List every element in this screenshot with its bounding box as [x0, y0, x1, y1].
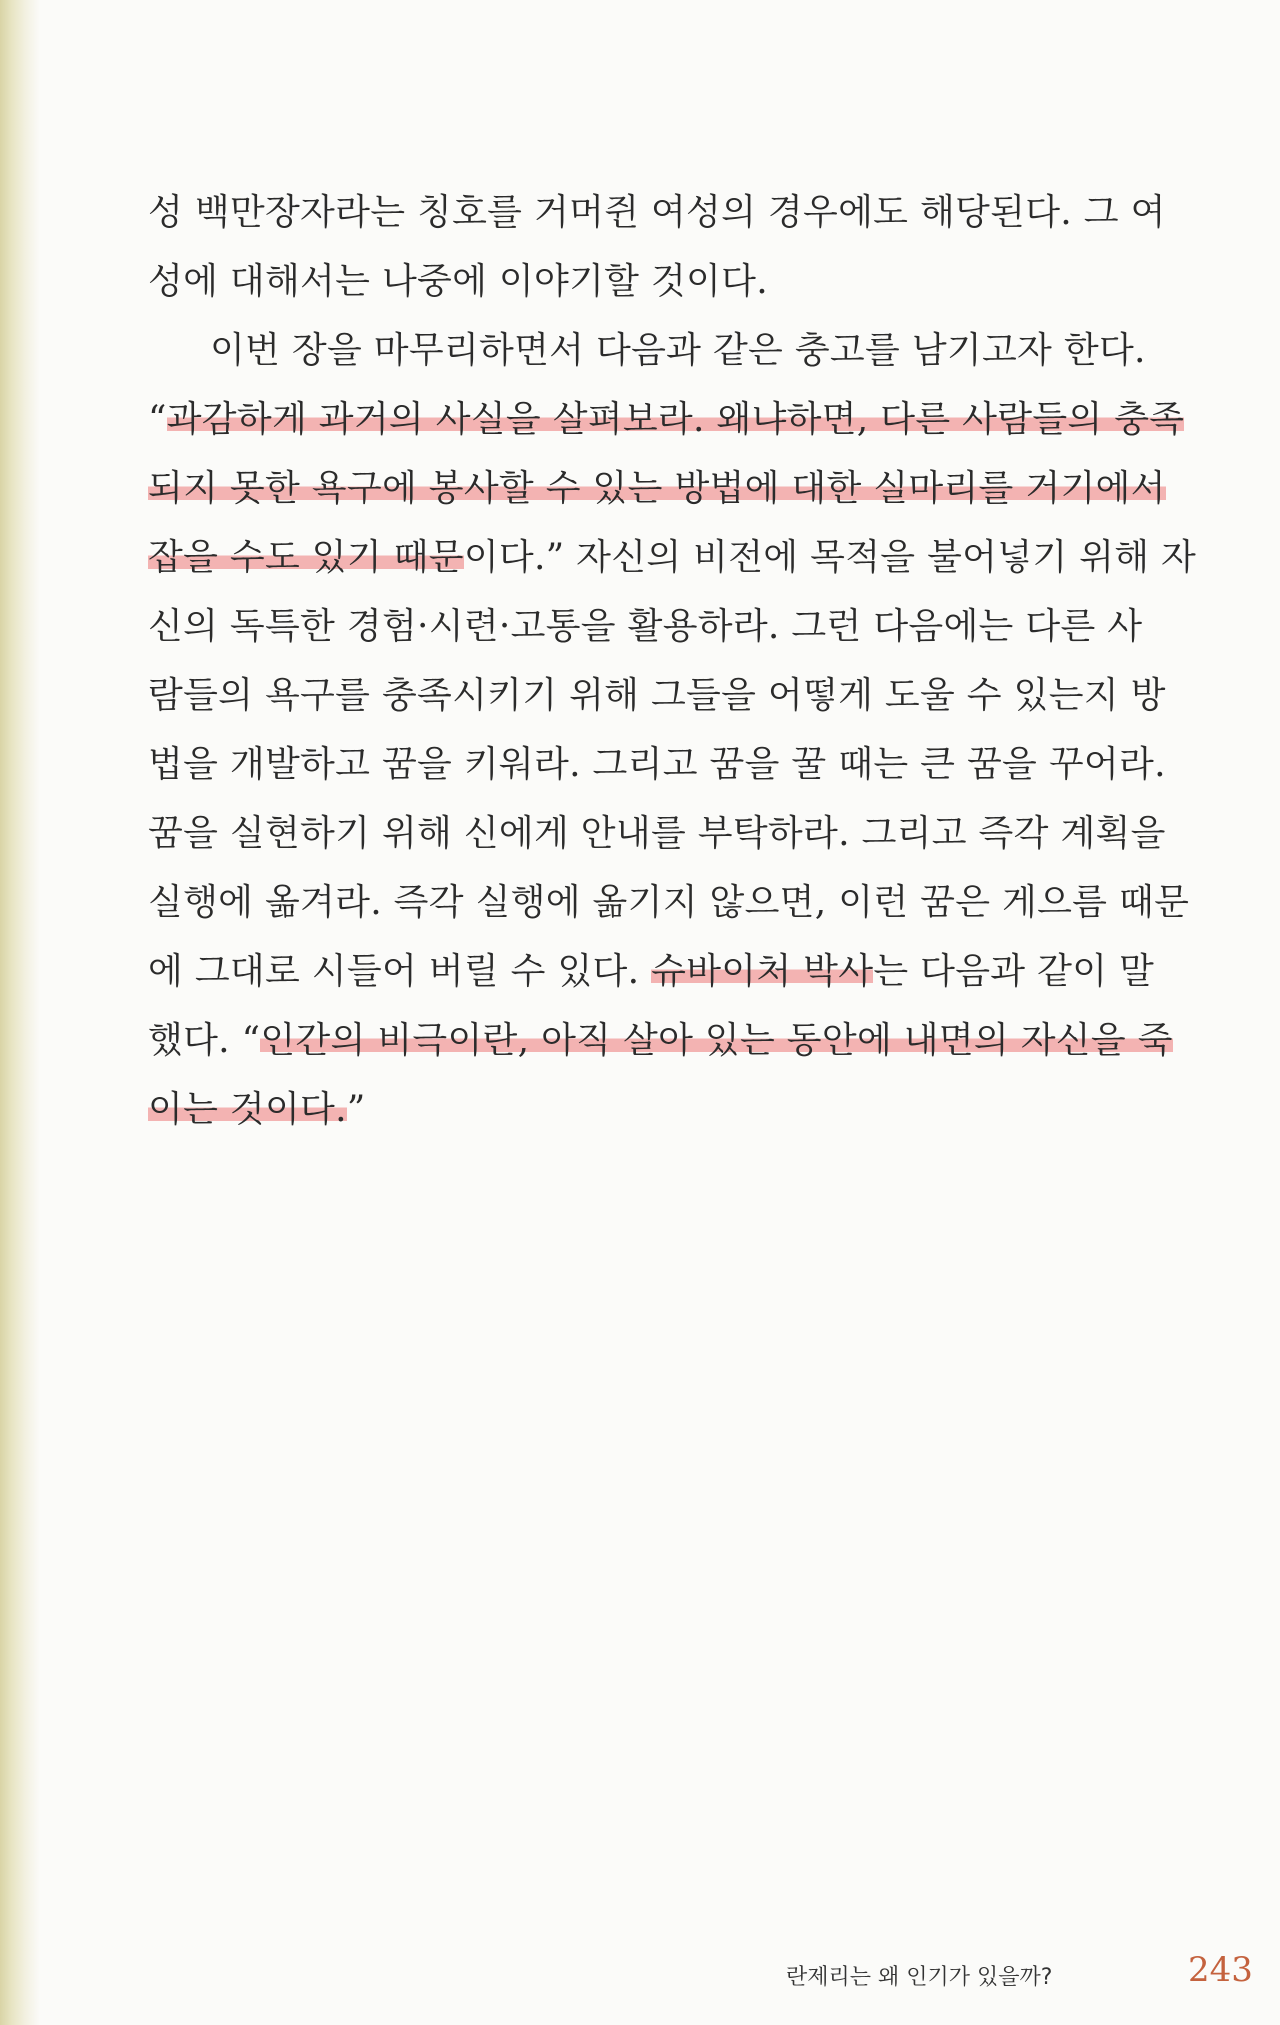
text-line [148, 454, 1166, 523]
text-segment: “ [148, 399, 167, 440]
text-segment: 람들의 욕구를 충족시키기 위해 그들을 어떻게 도울 수 있는지 방 [148, 675, 1166, 716]
highlighted-quote: 잡을 수도 있기 때문 [148, 537, 464, 578]
text-line [148, 523, 1197, 592]
text-segment: 성에 대해서는 나중에 이야기할 것이다. [148, 261, 768, 302]
text-segment: 는 다음과 같이 말 [873, 951, 1155, 992]
text-line [148, 661, 1166, 730]
page-number: 243 [1188, 1950, 1253, 1990]
text-segment: 꿈을 실현하기 위해 신에게 안내를 부탁하라. 그리고 즉각 계획을 [148, 813, 1166, 854]
highlighted-quote: 되지 못한 욕구에 봉사할 수 있는 방법에 대한 실마리를 거기에서 [148, 468, 1166, 509]
text-segment: ” [346, 1089, 366, 1130]
book-spine-shadow [0, 0, 40, 2025]
text-segment: 이다.” 자신의 비전에 목적을 불어넣기 위해 자 [463, 537, 1197, 578]
text-segment: 이번 장을 마무리하면서 다음과 같은 충고를 남기고자 한다. [210, 330, 1146, 371]
text-line [148, 868, 1190, 937]
highlighted-quote: 인간의 비극이란, 아직 살아 있는 동안에 내면의 자신을 죽 [260, 1020, 1173, 1061]
text-line [148, 937, 1155, 1006]
text-segment: 성 백만장자라는 칭호를 거머쥔 여성의 경우에도 해당된다. 그 여 [148, 192, 1166, 233]
paragraph-start-line [148, 316, 1146, 385]
text-segment: 했다. “ [148, 1020, 261, 1061]
highlighted-quote: 과감하게 과거의 사실을 살펴보라. 왜냐하면, 다른 사람들의 충족 [166, 399, 1185, 440]
text-line [148, 1006, 1173, 1075]
text-line [148, 730, 1166, 799]
text-line [148, 385, 1185, 454]
text-line [148, 799, 1166, 868]
running-footer-book-title: 란제리는 왜 인기가 있을까? [786, 1965, 1053, 1990]
body-text [148, 178, 1197, 1144]
text-segment: 에 그대로 시들어 버릴 수 있다. [148, 951, 652, 992]
highlighted-name: 슈바이처 박사 [651, 951, 874, 992]
text-line [148, 592, 1143, 661]
text-line [148, 178, 1166, 247]
text-line [148, 1075, 1108, 1144]
highlighted-quote: 이는 것이다. [148, 1089, 347, 1130]
text-segment: 법을 개발하고 꿈을 키워라. 그리고 꿈을 꿀 때는 큰 꿈을 꾸어라. [148, 744, 1166, 785]
text-segment: 신의 독특한 경험·시련·고통을 활용하라. 그런 다음에는 다른 사 [148, 606, 1143, 647]
text-segment: 실행에 옮겨라. 즉각 실행에 옮기지 않으면, 이런 꿈은 게으름 때문 [148, 882, 1190, 923]
text-line [148, 247, 1108, 316]
